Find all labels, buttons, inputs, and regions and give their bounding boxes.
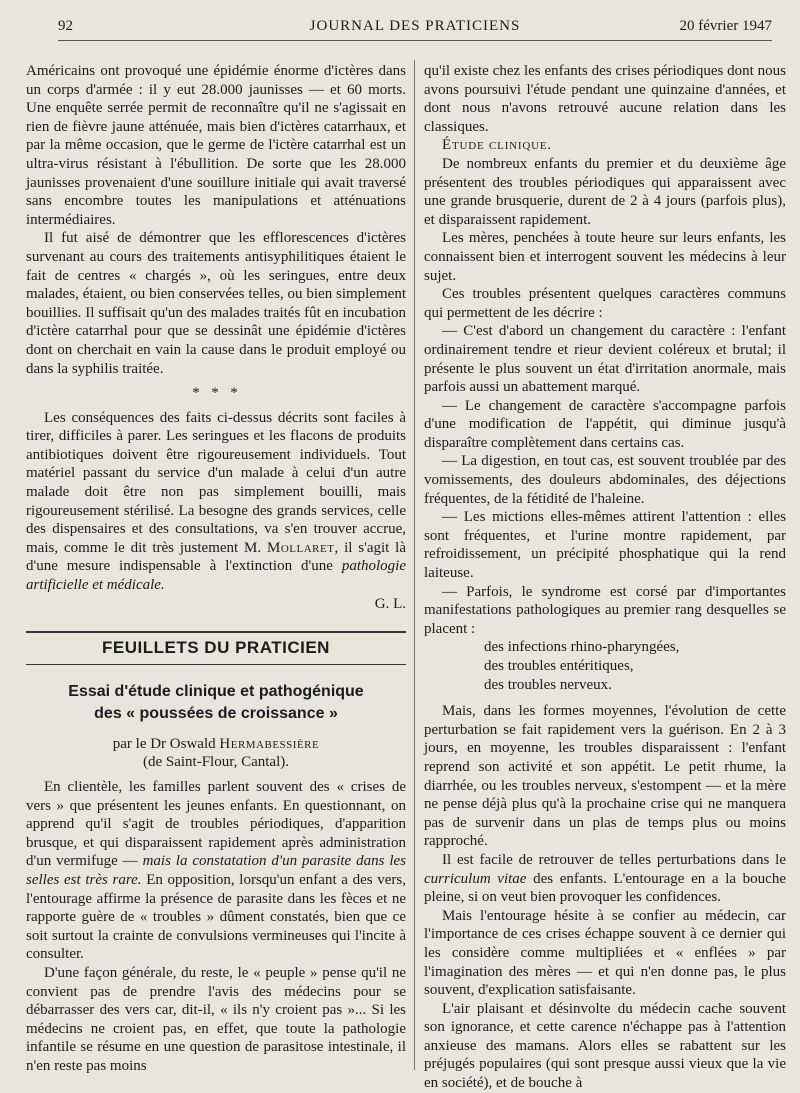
paragraph: Américains ont provoqué une épidémie énorme d'ictères dans un corps d'armée : il y eut 28.000 jaunisses — et 60 morts. Une enquête serrée permit de reconnaître qu'il ne s'agissait en rien de fièvre jaune atténuée, mais bien d'ictères catarrhaux, et par la même occasion, que le germe de l'ictère catarrhal est un ultra-virus résistant à l'ébullition. De sorte que les 28.000 jaunisses provenaient d'une souillure initiale qui avait traversé sans encombre toutes les manipulations et atténuations intermédiaires.	[26, 63, 406, 228]
paragraph: L'air plaisant et désinvolte du médecin cache souvent son ignorance, et cette carence n'échappe pas à l'attention anxieuse des mamans. Alors elles se rabattent sur les préjugés populaires (qui sont presque aussi vieux que la vie en société), et de bouche à	[424, 1000, 786, 1092]
paragraph: — Le changement de caractère s'accompagne parfois d'une modification de l'appétit, qui diminue jusqu'à disparaître complètement dans certains cas.	[424, 397, 786, 451]
paragraph: En clientèle, les familles parlent souvent des « crises de vers » que présentent les jeunes enfants. En questionnant, on apprend qu'il s'agit de troubles périodiques, d'apparition brusque, et qui disparaissent rapidement après administration d'un vermifuge — mais la constatation d'un parasite dans les selles est très rare. En opposition, lorsqu'un enfant a des vers, l'entourage affirme la présence de parasite dans les fèces et ne rapporte guère de « troubles » dûment constatés, bien que ce soit surtout la crainte de convulsions vermineuses qui l'incite à consulter.	[26, 779, 407, 963]
paragraph: Les conséquences des faits ci-dessus décrits sont faciles à tirer, difficiles à parer. Les seringues et les flacons de produits antibiotiques doivent être rigoureusement individuels. Tout matériel passant du service d'un malade à celui d'un autre malade doit être non pas simplement bouilli, mais rigoureusement stérilisé. La besogne des grands services, celle des dispensaires et des consultations, va s'en trouver accrue, mais, comme le dit très justement M. Mollaret, il s'agit là d'une mesure indispensable à l'extinction d'une pathologie artificielle et médicale.	[26, 409, 406, 594]
issue-date: 20 février 1947	[679, 18, 772, 34]
article-title: Essai d'étude clinique et pathogénique des « poussées de croissance »	[68, 682, 364, 722]
paragraph: De nombreux enfants du premier et du deuxième âge présentent des troubles périodiques qui apparaissent avec une grande brusquerie, durent de 2 à 4 jours (parfois plus), et disparaissent rapidement.	[424, 155, 786, 228]
left-column	[26, 62, 406, 1076]
column-divider	[414, 60, 415, 1070]
list-item: des troubles nerveux.	[484, 676, 612, 693]
paragraph: Mais, dans les formes moyennes, l'évolution de cette perturbation se fait rapidement vers la guérison. En 2 à 3 jours, en moyenne, les troubles disparaissent : l'enfant reprend son activité et son appétit. Le petit rhume, la diarrhée, ou les troubles nerveux, s'estompent — et la mère ne pense déjà plus qu'à la prochaine crise qui ne manquera pas de survenir dans un plas de temps plus ou moins rapproché.	[424, 703, 786, 850]
page-header	[58, 18, 772, 41]
paragraph: Mais l'entourage hésite à se confier au médecin, car l'importance de ces crises échappe souvent à ce dernier qui les considère comme multipliées et « enflées » par l'imagination des mères — et qui n'en donne pas, le plus souvent, d'explication satisfaisante.	[424, 907, 786, 999]
section-separator: * * *	[192, 385, 240, 402]
byline: par le Dr Oswald Hermabessière (de Saint-Flour, Cantal).	[112, 735, 320, 771]
paragraph: — La digestion, en tout cas, est souvent troublée par des vomissements, des douleurs abdominales, des déjections fréquentes, de la fétidité de l'haleine.	[424, 453, 786, 507]
list-item: des troubles entéritiques,	[484, 658, 634, 674]
paragraph: — Les mictions elles-mêmes attirent l'attention : elles sont fréquentes, et l'urine montre rapidement, par refroidissement, un précipité phosphatique qui la rend laiteuse.	[424, 509, 786, 582]
paragraph: Ces troubles présentent quelques caractères communs qui permettent de les décrire :	[424, 286, 786, 321]
subheading: Étude clinique.	[442, 137, 552, 154]
section-heading: FEUILLETS DU PRATICIEN	[26, 631, 406, 665]
list-item: des infections rhino-pharyngées,	[484, 639, 680, 656]
paragraph: Il fut aisé de démontrer que les efflorescences d'ictères survenant au cours des traitements antisyphilitiques étaient le fait de centres « chargés », où les seringues, entre deux malades, étaient, ou bien conservées telles, ou bien simplement bouillies. Il suffisait qu'un des malades traités fût en incubation d'ictère catarrhal pour que se dessinât une épidémie d'ictères dont on cherchait en vain la cause dans le produit employé ou dans la syphilis traitée.	[26, 230, 406, 377]
paragraph: qu'il existe chez les enfants des crises périodiques dont nous avons poursuivi l'étude pendant une quinzaine d'années, et dont nous n'avons retrouvé aucune relation dans les classiques.	[424, 63, 786, 135]
symptom-list	[484, 638, 786, 694]
byline-author: Hermabessière	[219, 735, 320, 752]
signature: G. L.	[374, 595, 406, 612]
author-name: Mollaret	[267, 539, 335, 556]
paragraph: — Parfois, le syndrome est corsé par d'importantes manifestations pathologiques au premier rang desquelles se placent :	[424, 583, 786, 637]
right-column	[424, 62, 786, 1093]
page-number: 92	[58, 18, 73, 34]
paragraph: D'une façon générale, du reste, le « peuple » pense qu'il ne convient pas de prendre l'avis des médecins pour se débarrasser des vers car, dit-il, « ils n'y croient pas »... Si les médecins ne croient pas, en effet, que toute la pathologie infantile se résume en une question de parasitose intestinale, il n'en reste pas moins	[26, 964, 406, 1074]
paragraph: Il est facile de retrouver de telles perturbations dans le curriculum vitae des enfants. L'entourage en a la bouche pleine, si on veut bien provoquer les confidences.	[424, 851, 786, 906]
journal-title: JOURNAL DES PRATICIENS	[309, 18, 521, 34]
paragraph: — C'est d'abord un changement du caractère : l'enfant ordinairement tendre et rieur devient coléreux et brutal; il présente le plus souvent un état d'irritation anormale, mais parfois aussi un abattement marqué.	[424, 323, 786, 396]
paragraph: Les mères, penchées à toute heure sur leurs enfants, les connaissent bien et interrogent souvent les médecins à leur sujet.	[424, 230, 786, 284]
